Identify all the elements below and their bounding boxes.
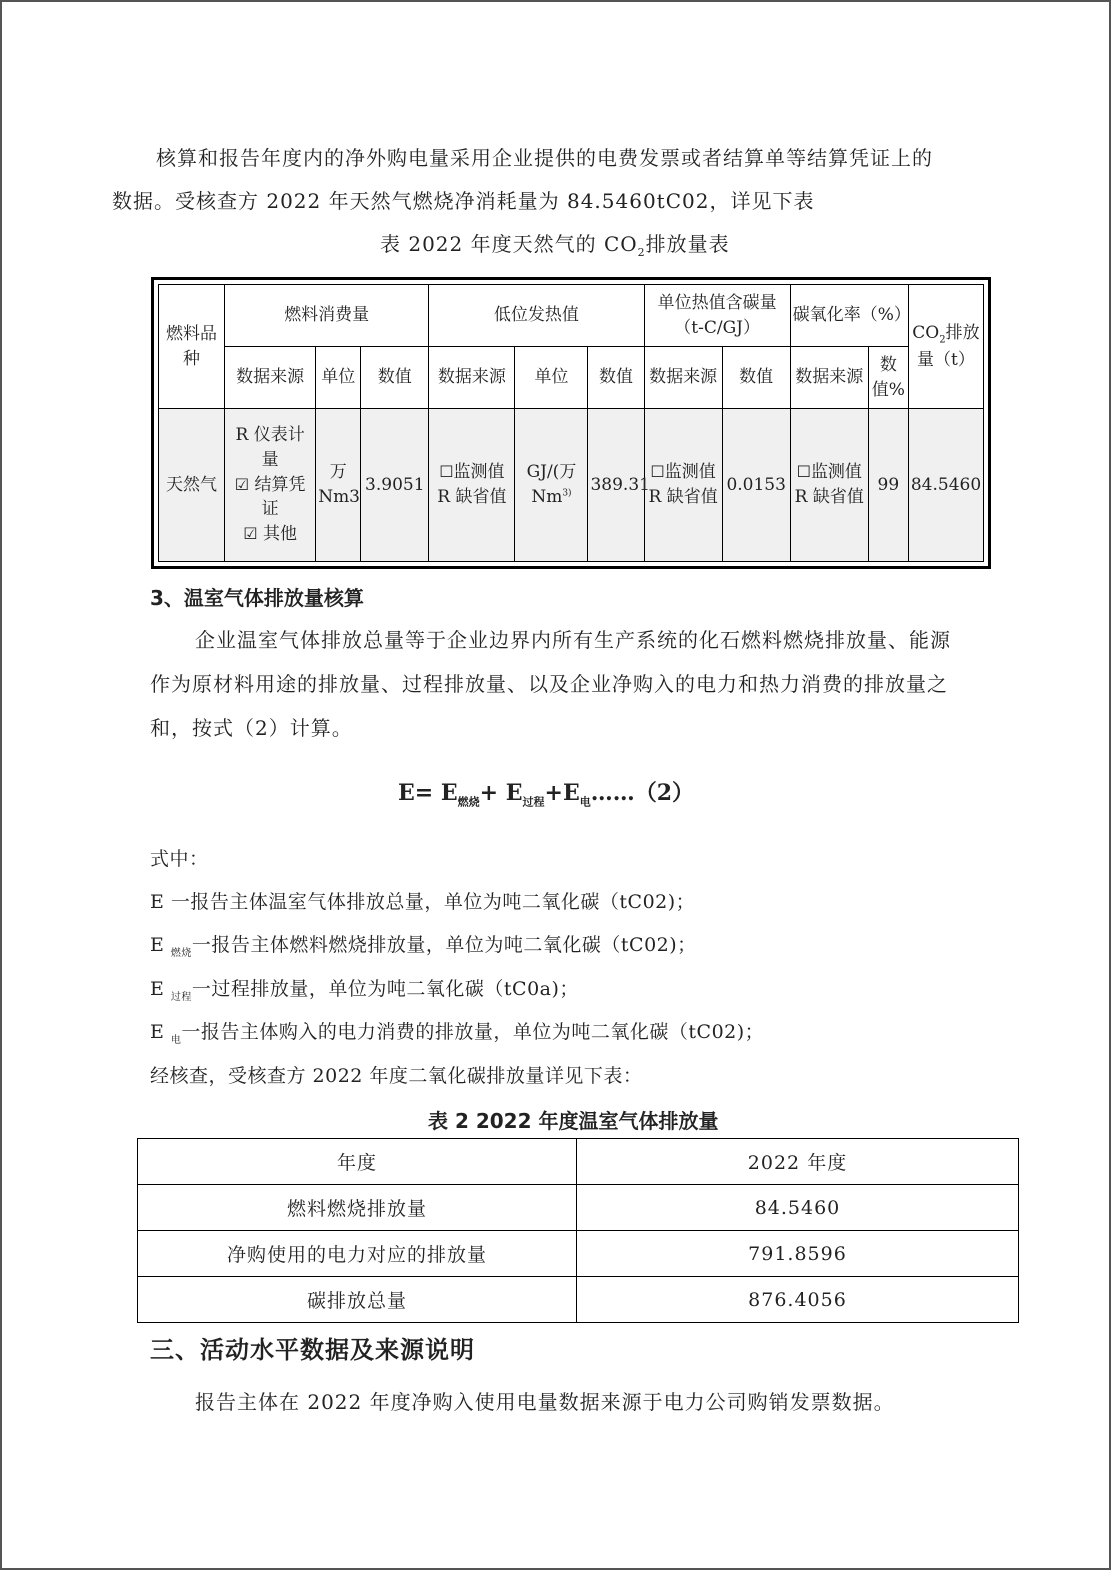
- table1-caption: 表 2022 年度天然气的 $CO_2$排放量表: [380, 232, 730, 259]
- checkbox-empty-icon: ☐: [796, 462, 811, 482]
- cell-cc-source: ☐监测值 R 缺省值: [644, 409, 722, 562]
- header-ncv-value: 数值: [588, 347, 644, 409]
- verification-summary: 经核查，受核查方 2022 年度二氧化碳排放量详见下表：: [150, 1065, 643, 1087]
- header-cons-source: 数据来源: [225, 347, 316, 409]
- intro-line-1: 核算和报告年度内的净外购电量采用企业提供的电费发票或者结算单等结算凭证上的: [156, 146, 933, 170]
- checkbox-checked-icon: ☑: [243, 523, 258, 543]
- table2-label: 净购使用的电力对应的排放量: [138, 1231, 577, 1277]
- header-cons-value: 数值: [361, 347, 429, 409]
- header-ox-source: 数据来源: [790, 347, 868, 409]
- definition-e-combustion: E $_{燃烧}$一报告主体燃料燃烧排放量，单位为吨二氧化碳（tC02)；: [150, 934, 697, 959]
- header-fuel-type: 燃料品种: [159, 285, 225, 409]
- table1-header-row-2: [159, 347, 984, 409]
- header-ncv-unit: 单位: [515, 347, 588, 409]
- header-carbon-content: 单位热值含碳量（t-C/GJ）: [644, 285, 790, 347]
- table-row: [138, 1231, 1019, 1277]
- header-consumption: 燃料消费量: [225, 285, 429, 347]
- cell-cc-value: 0.0153: [722, 409, 790, 562]
- table2-caption: 表 2 2022 年度温室气体排放量: [428, 1109, 719, 1133]
- table2-value: 84.5460: [577, 1185, 1019, 1231]
- definition-e-electricity: E $_电$一报告主体购入的电力消费的排放量，单位为吨二氧化碳（tC02)；: [150, 1021, 765, 1046]
- table2-value: 876.4056: [577, 1277, 1019, 1323]
- header-cc-value: 数值: [722, 347, 790, 409]
- section-3-para-line-2: 作为原材料用途的排放量、过程排放量、以及企业净购入的电力和热力消费的排放量之: [150, 672, 948, 696]
- section-3-para-line-1: 企业温室气体排放总量等于企业边界内所有生产系统的化石燃料燃烧排放量、能源: [195, 628, 951, 652]
- table1: [158, 284, 984, 562]
- header-oxidation: 碳氧化率（%）: [790, 285, 908, 347]
- intro-line-2: 数据。受核查方 2022 年天然气燃烧净消耗量为 84.5460tC02，详见下表: [112, 189, 815, 213]
- table2-value: 791.8596: [577, 1231, 1019, 1277]
- definitions-intro: 式中：: [150, 848, 209, 870]
- table1-row-natural-gas: [159, 409, 984, 562]
- table2-label: 燃料燃烧排放量: [138, 1185, 577, 1231]
- header-ox-value: 数值%: [868, 347, 908, 409]
- cell-ox-value: 99: [868, 409, 908, 562]
- table1-frame: [151, 277, 991, 569]
- checkbox-empty-icon: ☐: [439, 462, 454, 482]
- table2-header-year: 年度: [138, 1139, 577, 1185]
- cell-cons-source: R 仪表计量 ☑ 结算凭证 ☑ 其他: [225, 409, 316, 562]
- header-cc-source: 数据来源: [644, 347, 722, 409]
- definition-e-process: E $_{过程}$一过程排放量，单位为吨二氧化碳（tC0a)；: [150, 978, 579, 1003]
- table2-header-2022: 2022 年度: [577, 1139, 1019, 1185]
- header-ncv-source: 数据来源: [429, 347, 515, 409]
- cell-cons-value: 3.9051: [361, 409, 429, 562]
- cell-ncv-unit: GJ/(万 Nm$^{3)}$: [515, 409, 588, 562]
- section-three-text: 报告主体在 2022 年度净购入使用电量数据来源于电力公司购销发票数据。: [195, 1390, 895, 1414]
- header-cons-unit: 单位: [316, 347, 361, 409]
- section-three-heading: 三、活动水平数据及来源说明: [150, 1336, 475, 1364]
- checkbox-empty-icon: ☐: [650, 462, 665, 482]
- equation-2: $E= E_{燃烧}+$ $E_{过程}+E_电\dots\dots(2)$: [398, 780, 695, 809]
- header-co2: $CO_2$排放量（t）: [908, 285, 983, 409]
- table2-header-row: [138, 1139, 1019, 1185]
- table1-header-row-1: [159, 285, 984, 347]
- cell-ox-source: ☐监测值 R 缺省值: [790, 409, 868, 562]
- header-ncv: 低位发热值: [429, 285, 644, 347]
- table2-label: 碳排放总量: [138, 1277, 577, 1323]
- cell-ncv-source: ☐监测值 R 缺省值: [429, 409, 515, 562]
- definition-e: E 一报告主体温室气体排放总量，单位为吨二氧化碳（tC02)；: [150, 891, 696, 913]
- cell-co2: 84.5460: [908, 409, 983, 562]
- table-row: [138, 1277, 1019, 1323]
- section-3-para-line-3: 和，按式（2）计算。: [150, 716, 353, 740]
- cell-ncv-value: 389.31: [588, 409, 644, 562]
- table2: [137, 1138, 1019, 1323]
- checkbox-checked-icon: ☑: [234, 474, 250, 494]
- table-row: [138, 1185, 1019, 1231]
- section-3-heading: 3、温室气体排放量核算: [150, 586, 364, 610]
- cell-fuel: 天然气: [159, 409, 225, 562]
- cell-cons-unit: 万Nm3: [316, 409, 361, 562]
